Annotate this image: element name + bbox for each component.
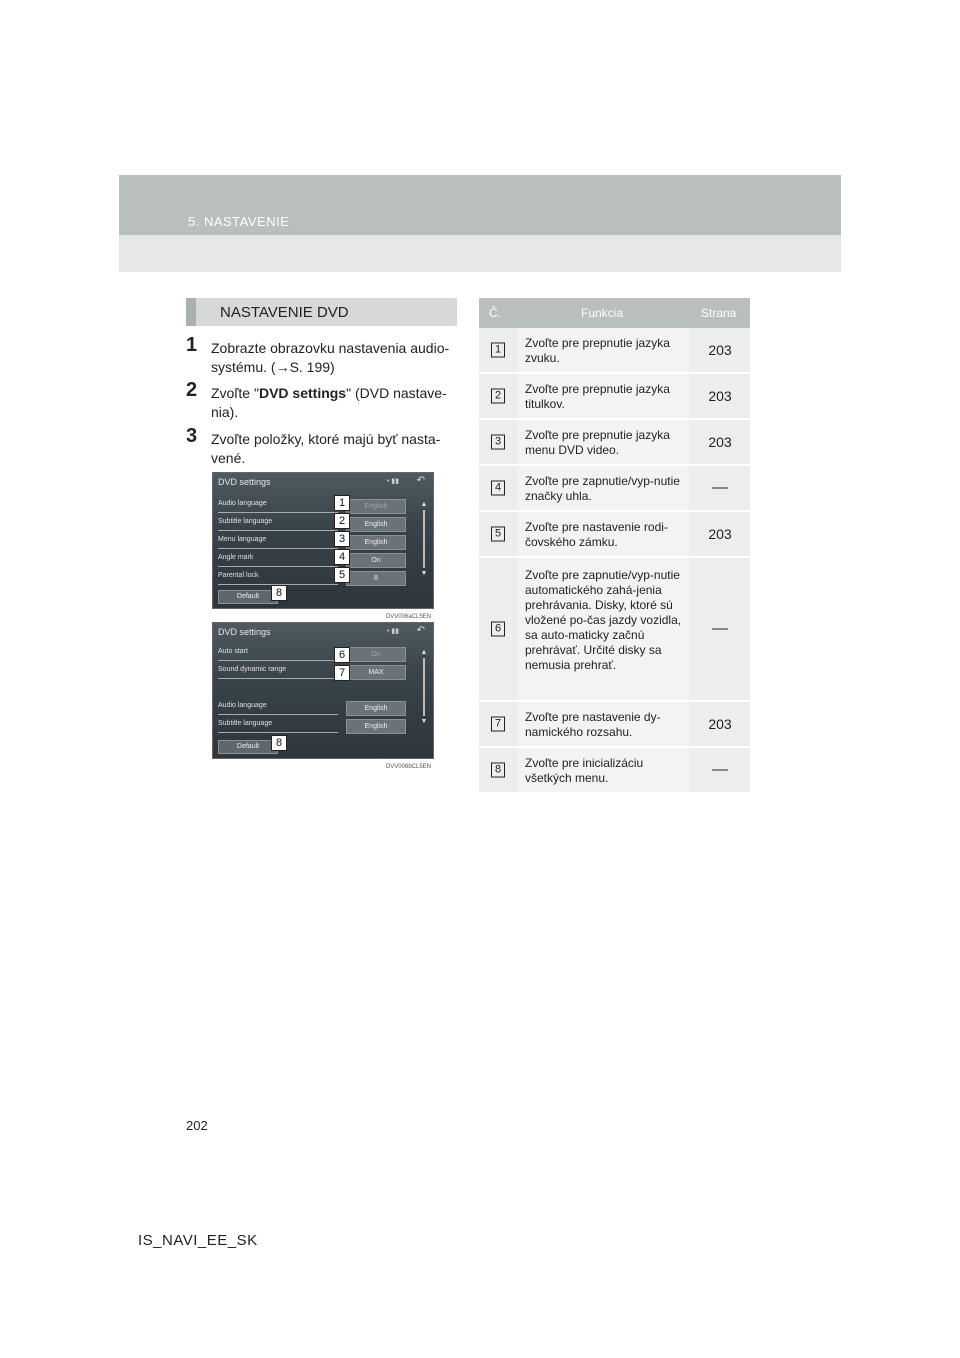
setting-label: Audio language [218,702,267,709]
scroll-up-icon[interactable]: ▲ [420,501,428,508]
setting-row-subtitle-language[interactable] [218,517,406,531]
screen-title: DVD settings [218,477,271,487]
header-function: Funkcia [581,306,624,320]
setting-value-button[interactable]: English [346,535,406,550]
table-row [479,512,750,558]
setting-label: Menu language [218,536,267,543]
setting-label: Subtitle language [218,518,273,525]
cell-page [690,558,750,700]
dash-mark [690,629,750,630]
setting-row-menu-language[interactable] [218,535,406,549]
default-button[interactable]: Default [218,590,278,604]
cell-function: Zvoľte pre prepnutie jazyka titulkov. [517,374,689,418]
scroll-track[interactable] [423,658,425,716]
setting-row-auto-start[interactable] [218,647,406,661]
callout-4: 4 [334,549,350,565]
row-line [218,512,338,513]
header-subband [119,235,841,272]
step-number: 1 [186,334,198,356]
setting-row-angle-mark[interactable] [218,553,406,567]
footer-code: IS_NAVI_EE_SK [138,1232,258,1249]
back-icon[interactable]: ↶ [416,475,425,486]
setting-row-audio-language[interactable] [218,499,406,513]
setting-row-audio-language[interactable] [218,701,406,715]
cell-number [479,466,515,510]
callout-8: 8 [271,585,287,601]
scroll-track[interactable] [423,510,425,568]
cell-number [479,748,515,792]
row-number: 1 [491,343,505,358]
page-value: 203 [708,716,732,732]
setting-row-sound-dynamic-range[interactable] [218,665,406,679]
step-text-pre: Zvoľte " [211,385,259,401]
table-row [479,374,750,420]
row-line [218,732,338,733]
heading-text: NASTAVENIE DVD [220,304,349,321]
function-table [479,298,750,792]
row-line [218,678,338,679]
page-value: 203 [708,434,732,450]
scrollbar[interactable] [420,649,428,725]
setting-value-button[interactable]: On [346,553,406,568]
scroll-down-icon[interactable]: ▼ [420,570,428,577]
row-number: 4 [491,481,505,496]
row-line [218,530,338,531]
table-row [479,420,750,466]
callout-2: 2 [334,513,350,529]
scroll-up-icon[interactable]: ▲ [420,649,428,656]
heading-bar [186,298,196,326]
cell-function: Zvoľte pre zapnutie/vyp-nutie značky uhla. [517,466,689,510]
cell-page [690,420,750,464]
scroll-down-icon[interactable]: ▼ [420,718,428,725]
cell-page [690,374,750,418]
callout-3: 3 [334,531,350,547]
callout-8: 8 [271,735,287,751]
header-page: Strana [701,306,737,320]
setting-row-parental-lock[interactable] [218,571,406,585]
scrollbar[interactable] [420,501,428,577]
callout-5: 5 [334,567,350,583]
table-row [479,328,750,374]
table-row [479,702,750,748]
cell-function: Zvoľte pre nastavenie dy-namického rozsahu. [517,702,689,746]
page-value: 203 [708,526,732,542]
row-line [218,566,338,567]
dvd-settings-screen-2 [212,622,434,770]
setting-value-button[interactable]: On [346,647,406,662]
image-code: DVV006aCL5EN [385,614,431,620]
cell-number [479,374,515,418]
table-row [479,748,750,792]
cell-number [479,558,515,700]
table-row [479,466,750,512]
cell-function: Zvoľte pre inicializáciu všetkých menu. [517,748,689,792]
setting-value-button[interactable]: English [346,719,406,734]
setting-value-button[interactable]: English [346,701,406,716]
step-text [211,384,462,422]
setting-label: Subtitle language [218,720,273,727]
step-number: 2 [186,379,198,401]
step-text: Zvoľte položky, ktoré majú byť nasta-vené. [211,431,441,466]
cell-function: Zvoľte pre zapnutie/vyp-nutie automatického zahá-jenia prehrávania. Disky, ktoré sú vložené po-čas jazdy vozidla, sa auto-maticky začnú prehrávať. Určité disky sa nemusia prehrať. [517,558,689,700]
row-number: 8 [491,763,505,778]
setting-label: Audio language [218,500,267,507]
row-line [218,660,338,661]
screen-title: DVD settings [218,627,271,637]
signal-icon: • ▮▮ [386,628,399,635]
row-number: 7 [491,717,505,732]
default-button[interactable]: Default [218,740,278,754]
signal-icon: • ▮▮ [386,478,399,485]
step-2 [186,379,462,422]
cell-page [690,328,750,372]
cell-page [690,512,750,556]
step-text-bold: DVD settings [258,385,347,401]
step-text-post: " (DVD nastave-nia). [211,385,447,420]
cell-function: Zvoľte pre prepnutie jazyka menu DVD video. [517,420,689,464]
cell-page [690,466,750,510]
page-value: 203 [708,388,732,404]
cell-page [690,702,750,746]
setting-value-button[interactable]: 8 [346,571,406,586]
cell-page [690,748,750,792]
row-number: 3 [491,435,505,450]
dvd-settings-screen-1 [212,472,434,620]
dash-mark [690,488,750,489]
cell-number [479,702,515,746]
row-number: 2 [491,389,505,404]
step-text: Zobrazte obrazovku nastavenia audio-systému. (→S. 199) [211,340,450,375]
setting-value-button[interactable]: English [346,499,406,514]
callout-1: 1 [334,495,350,511]
cell-number [479,420,515,464]
callout-7: 7 [334,665,350,681]
page-number: 202 [186,1118,208,1133]
row-line [218,548,338,549]
table-header [479,298,750,328]
step-3 [186,425,462,468]
table-row [479,558,750,702]
section-title: 5. NASTAVENIE [188,214,290,229]
setting-value-button[interactable]: MAX [346,665,406,680]
dash-mark [690,770,750,771]
step-number: 3 [186,425,198,447]
step-1 [186,334,462,377]
section-heading [186,298,457,326]
row-number: 6 [491,622,505,637]
row-number: 5 [491,527,505,542]
image-code: DVV006bCL5EN [385,764,431,770]
row-line [218,714,338,715]
callout-6: 6 [334,647,350,663]
cell-function: Zvoľte pre nastavenie rodi-čovského zámku. [517,512,689,556]
back-icon[interactable]: ↶ [416,625,425,636]
page-value: 203 [708,342,732,358]
setting-label: Sound dynamic range [218,666,287,673]
setting-label: Parental lock [218,572,259,579]
setting-label: Auto start [218,648,248,655]
cell-function: Zvoľte pre prepnutie jazyka zvuku. [517,328,689,372]
header-number: Č. [489,306,501,320]
setting-row-subtitle-language[interactable] [218,719,406,733]
cell-number [479,328,515,372]
setting-label: Angle mark [218,554,254,561]
cell-number [479,512,515,556]
setting-value-button[interactable]: English [346,517,406,532]
